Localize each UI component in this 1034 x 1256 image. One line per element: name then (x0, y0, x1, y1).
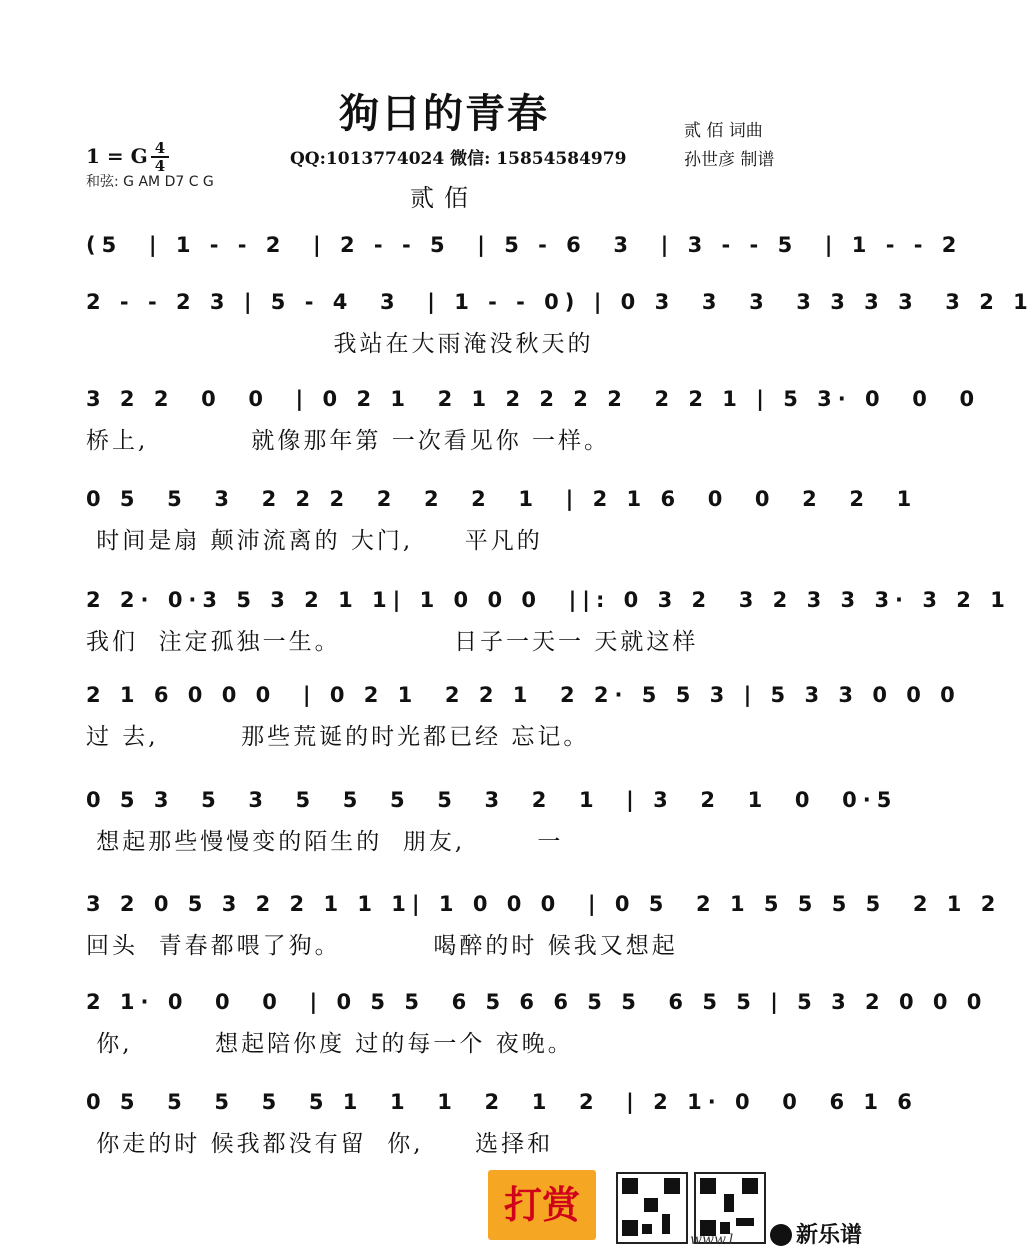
notation: 3 2 2 0 0 | 0 2 1 2 1 2 2 2 2 2 2 1 | 5 3· 0 0 0 (86, 387, 981, 411)
site-logo (770, 1218, 862, 1249)
time-signature-bottom: 4 (154, 157, 166, 175)
notation: 0 5 5 5 5 5 1 1 1 2 1 2 | 2 1· 0 0 6 1 6 (86, 1090, 918, 1114)
lyric: 想起那些慢慢变的陌生的 朋友, 一 (86, 829, 564, 855)
notation: 2 2· 0·3 5 3 2 1 1| 1 0 0 0 ||: 0 3 2 3 2 3 3 3· 3 2 1 (86, 588, 1011, 612)
notation: 2 1· 0 0 0 | 0 5 5 6 5 6 6 5 5 6 5 5 | 5 3 2 0 0 0 (86, 990, 988, 1014)
contact-info: QQ:1013774024 微信: 15854584979 (290, 149, 627, 169)
lyric: 桥上, 就像那年第 一次看见你 一样。 (86, 428, 611, 454)
time-signature (151, 141, 169, 173)
reward-button[interactable]: 打赏 (488, 1170, 596, 1240)
time-signature-top: 4 (154, 139, 166, 157)
qr-code-wechat-icon (616, 1172, 688, 1244)
chord-list: 和弦: G AM D7 C G (86, 174, 214, 190)
lyric: 时间是扇 颠沛流离的 大门, 平凡的 (86, 528, 543, 554)
notation: 3 2 0 5 3 2 2 1 1 1| 1 0 0 0 | 0 5 2 1 5 5 5 5 2 1 2 (86, 892, 1002, 916)
lyric: 你, 想起陪你度 过的每一个 夜晚。 (86, 1031, 574, 1057)
notation: 0 5 3 5 3 5 5 5 5 3 2 1 | 3 2 1 0 0·5 (86, 788, 898, 812)
song-title: 狗日的青春 (339, 90, 549, 137)
credit-words-music: 贰 佰 词曲 (684, 121, 763, 141)
lyric: 你走的时 候我都没有留 你, 选择和 (86, 1131, 554, 1157)
notation: 0 5 5 3 2 2 2 2 2 2 1 | 2 1 6 0 0 2 2 1 (86, 487, 918, 511)
credit-arranger: 孙世彦 制谱 (684, 150, 775, 170)
notation: (5 | 1 - - 2 | 2 - - 5 | 5 - 6 3 | 3 - - 5 | 1 - - 2 (86, 233, 963, 257)
lyric: 我们 注定孤独一生。 日子一天一 天就这样 (86, 629, 699, 655)
artist-name: 贰佰 (410, 184, 478, 212)
notation: 2 1 6 0 0 0 | 0 2 1 2 2 1 2 2· 5 5 3 | 5 3 3 0 0 0 (86, 683, 961, 707)
lyric: 过 去, 那些荒诞的时光都已经 忘记。 (86, 724, 590, 750)
lyric: 回头 青春都喂了狗。 喝醉的时 候我又想起 (86, 933, 678, 959)
notation: 2 - - 2 3 | 5 - 4 3 | 1 - - 0) | 0 3 3 3 3 3 3 3 3 2 1 (86, 290, 1034, 314)
logo-text: 新乐谱 (796, 1223, 863, 1248)
site-url: www.l (690, 1232, 734, 1248)
record-disc-icon (770, 1224, 792, 1246)
key-signature: 1 = G (86, 144, 148, 168)
lyric: 我站在大雨淹没秋天的 (86, 331, 594, 357)
